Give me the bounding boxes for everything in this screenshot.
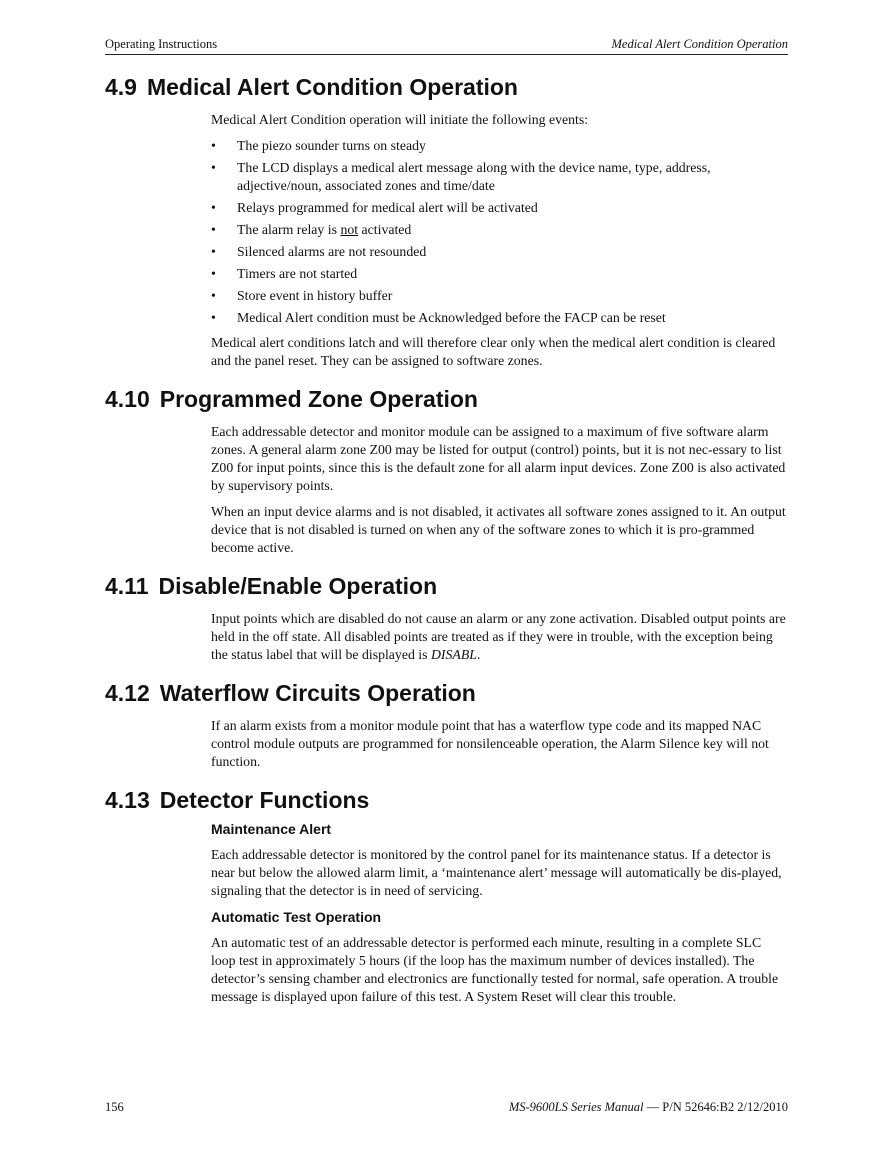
list-item: • Store event in history buffer <box>211 288 393 303</box>
list-item: • Medical Alert condition must be Acknowledged before the FACP can be reset <box>211 310 666 325</box>
intro-paragraph: Medical Alert Condition operation will initiate the following events: <box>211 112 589 127</box>
part-number-date: — P/N 52646:B2 2/12/2010 <box>643 1100 788 1114</box>
section-number: 4.12 <box>105 680 150 706</box>
bullet: • <box>211 310 216 325</box>
status-label-italic: DISABL <box>430 647 477 662</box>
subsection-heading: Automatic Test Operation <box>211 909 382 925</box>
running-header <box>105 36 788 55</box>
bullet: • <box>211 200 216 215</box>
section-heading <box>105 785 788 815</box>
paragraph: An automatic test of an addressable detector is performed each minute, resulting in a complete SLC loop test in approximately 5 hours (if the loop has the maximum number of devices installed). The detector’s sensing chamber and electronics are functionally tested for normal, safe operation. A trouble message is displayed upon failure of this test. A System Reset will clear this trouble. <box>211 935 779 1004</box>
section-title: Disable/Enable Operation <box>158 573 438 599</box>
section-number: 4.11 <box>105 573 149 599</box>
manual-reference <box>509 1100 788 1115</box>
section-title: Programmed Zone Operation <box>159 386 478 412</box>
section-number: 4.13 <box>105 787 150 813</box>
section-heading <box>105 571 788 601</box>
subsection-heading: Maintenance Alert <box>211 821 332 837</box>
paragraph: If an alarm exists from a monitor module point that has a waterflow type code and its mapped NAC control module outputs are programmed for nonsilenceable operation, the Alarm Silence key will not function. <box>211 718 769 769</box>
bullet: • <box>211 244 216 259</box>
section-heading <box>105 384 788 414</box>
manual-title: MS-9600LS Series Manual <box>508 1100 644 1114</box>
page-number: 156 <box>105 1100 124 1114</box>
list-item: • The piezo sounder turns on steady <box>211 138 426 153</box>
section-number: 4.10 <box>105 386 150 412</box>
list-item: • Relays programmed for medical alert will be activated <box>211 200 538 215</box>
section-4-12 <box>105 678 788 771</box>
section-title: Detector Functions <box>159 787 370 813</box>
bullet: • <box>211 222 216 237</box>
list-item: • Silenced alarms are not resounded <box>211 244 427 259</box>
list-item: • Timers are not started <box>211 266 358 281</box>
bullet: • <box>211 266 216 281</box>
header-chapter: Operating Instructions <box>105 37 218 51</box>
section-4-11 <box>105 571 788 664</box>
closing-paragraph: Medical alert conditions latch and will therefore clear only when the medical alert condition is cleared and the panel reset. They can be assigned to software zones. <box>211 335 776 368</box>
section-heading <box>105 72 788 102</box>
bullet: • <box>211 288 216 303</box>
section-title: Waterflow Circuits Operation <box>159 680 476 706</box>
section-4-10 <box>105 384 788 557</box>
paragraph: When an input device alarms and is not disabled, it activates all software zones assigned to it. An output device that is not disabled is turned on when any of the software zones to which it is pro-grammed become active. <box>211 504 786 555</box>
section-4-13 <box>105 785 788 1006</box>
paragraph: Each addressable detector is monitored by the control panel for its maintenance status. If a detector is near but below the allowed alarm limit, a ‘maintenance alert’ message will automatically be dis-played, signaling that the detector is in need of servicing. <box>211 847 782 898</box>
bullet: • <box>211 160 216 175</box>
section-4-9 <box>105 72 788 370</box>
section-heading <box>105 678 788 708</box>
section-title: Medical Alert Condition Operation <box>146 74 518 100</box>
underlined-word: not <box>340 222 359 237</box>
header-section: Medical Alert Condition Operation <box>611 37 788 51</box>
section-number: 4.9 <box>105 74 137 100</box>
list-item: • The LCD displays a medical alert message along with the device name, type, address, adjective/noun, associated zones and time/date <box>211 160 711 193</box>
page-content <box>105 72 788 1020</box>
list-item: • The alarm relay is not activated <box>211 222 412 237</box>
events-list <box>211 137 788 327</box>
paragraph: Each addressable detector and monitor module can be assigned to a maximum of five software alarm zones. A general alarm zone Z00 may be listed for output (control) points, but it is not nec-essary to list Z00 for input points, since this is the default zone for all alarm input devices. Zone Z00 is also activated by supervisory points. <box>211 424 786 493</box>
paragraph: Input points which are disabled do not cause an alarm or any zone activation. Disabled output points are held in the off state. All disabled points are treated as if they were in trouble, with the exception being the status label that will be displayed is DISABL. <box>211 611 786 662</box>
running-footer <box>105 1100 788 1118</box>
bullet: • <box>211 138 216 153</box>
